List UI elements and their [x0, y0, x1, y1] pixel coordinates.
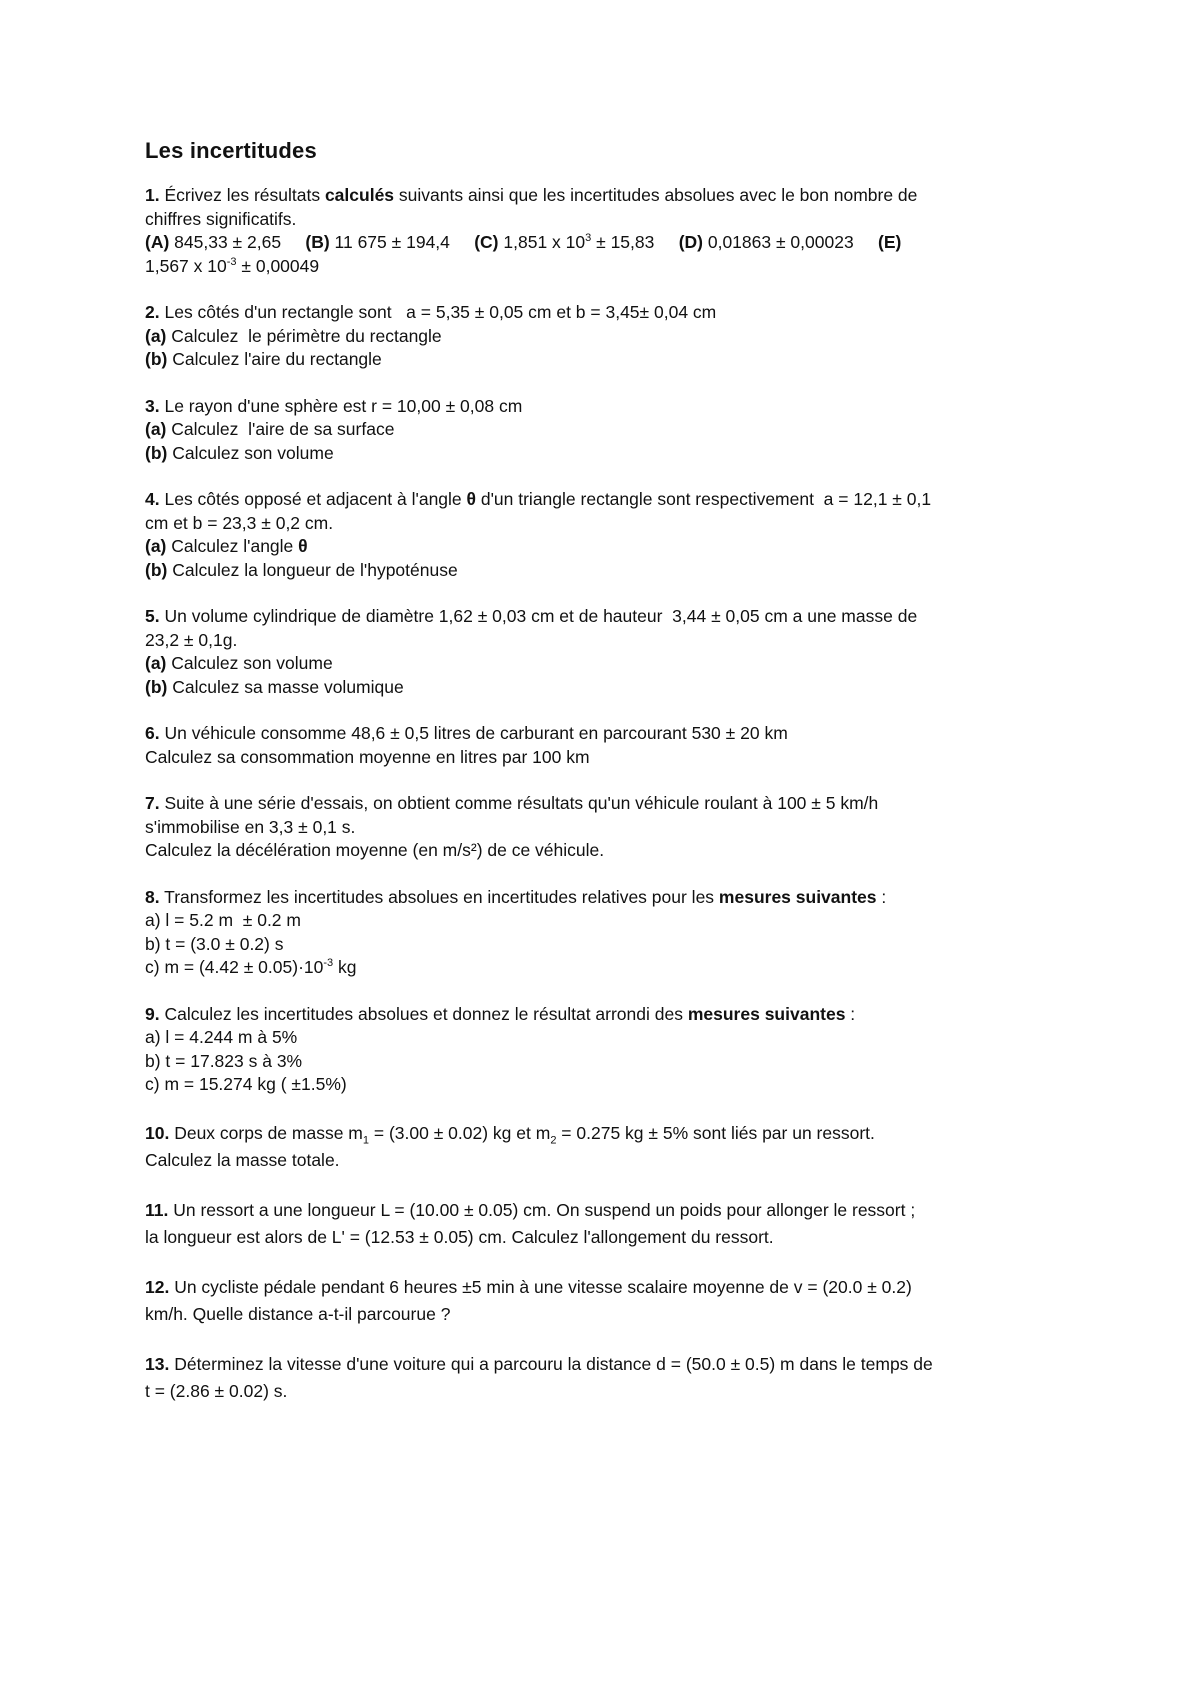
text-run: chiffres significatifs.: [145, 208, 297, 229]
exercise-line: [145, 535, 1075, 559]
exercise-6: [145, 722, 1075, 769]
text-run: :: [845, 1003, 856, 1024]
text-run: Le rayon d'une sphère est r = 10,00 ± 0,08 cm: [164, 395, 523, 416]
text-run: ± 15,83: [591, 232, 655, 252]
exercise-line: [145, 792, 1075, 816]
exercise-11: [145, 1197, 1075, 1251]
document-title: Les incertitudes: [145, 138, 317, 163]
text-run: ± 0,00049: [236, 255, 320, 276]
text-run: a) l = 5.2 m ± 0.2 m: [145, 910, 301, 930]
exercise-list: [145, 184, 1075, 1405]
exercise-9: [145, 1003, 1075, 1097]
text-run: Calculez sa consommation moyenne en litres par 100 km: [145, 746, 590, 767]
text-run: 1,567 x 10: [145, 255, 227, 276]
text-run: 0,01863 ± 0,00023: [702, 232, 854, 252]
text-run: Un ressort a une longueur L = (10.00 ± 0.05) cm. On suspend un poids pour allonger le ressort ;: [173, 1199, 916, 1220]
exercise-line: [145, 1120, 1075, 1147]
exercise-number: 12.: [145, 1276, 170, 1297]
exercise-line: [145, 231, 1075, 255]
exercise-line: [145, 255, 1075, 279]
exercise-line: [145, 488, 1075, 512]
exercise-line: [145, 184, 1075, 208]
exercise-line: [145, 909, 1075, 933]
text-run: Calculez la masse totale.: [145, 1149, 340, 1170]
exercise-line: [145, 956, 1075, 980]
text-run: b) t = 17.823 s à 3%: [145, 1050, 303, 1071]
bold-text: (b): [145, 349, 168, 369]
text-run: Calculez la longueur de l'hypoténuse: [167, 559, 458, 580]
exercise-5: [145, 605, 1075, 699]
bold-text: (a): [145, 419, 167, 439]
exercise-line: [145, 208, 1075, 232]
text-run: [281, 232, 305, 252]
exercise-8: [145, 886, 1075, 980]
text-run: Calculez sa masse volumique: [167, 676, 404, 697]
exercise-line: [145, 301, 1075, 325]
bold-text: (b): [145, 442, 168, 463]
exercise-2: [145, 301, 1075, 372]
text-run: [450, 232, 474, 252]
exercise-13: [145, 1351, 1075, 1405]
bold-text: (D): [678, 232, 703, 252]
text-run: a) l = 4.244 m à 5%: [145, 1027, 298, 1047]
exercise-line: [145, 1003, 1075, 1027]
exercise-line: [145, 676, 1075, 700]
exercise-number: 1.: [145, 185, 160, 205]
exercise-4: [145, 488, 1075, 582]
document-page: [145, 138, 1075, 1428]
exercise-line: [145, 605, 1075, 629]
superscript: -3: [323, 957, 334, 970]
text-run: 11 675 ± 194,4: [329, 232, 450, 252]
bold-text: mesures suivantes: [718, 886, 877, 907]
exercise-line: [145, 933, 1075, 957]
text-run: 23,2 ± 0,1g.: [145, 629, 238, 650]
exercise-line: [145, 1274, 1075, 1301]
text-run: = 0.275 kg ± 5% sont liés par un ressort.: [556, 1122, 875, 1143]
text-run: Un véhicule consomme 48,6 ± 0,5 litres de carburant en parcourant 530 ± 20 km: [164, 723, 788, 743]
text-run: Un cycliste pédale pendant 6 heures ±5 min à une vitesse scalaire moyenne de v = (20.0 ± 0.2): [174, 1276, 912, 1297]
exercise-1: [145, 184, 1075, 278]
text-run: :: [876, 886, 887, 907]
exercise-line: [145, 1301, 1075, 1328]
text-run: 845,33 ± 2,65: [169, 232, 282, 252]
bold-text: (E): [878, 232, 902, 252]
exercise-number: 9.: [145, 1003, 160, 1024]
bold-text: (a): [145, 536, 167, 556]
exercise-line: [145, 839, 1075, 863]
text-run: Les côtés opposé et adjacent à l'angle: [164, 489, 467, 509]
text-run: [654, 232, 678, 252]
text-run: la longueur est alors de L' = (12.53 ± 0.05) cm. Calculez l'allongement du ressort.: [145, 1226, 774, 1247]
text-run: Calculez les incertitudes absolues et donnez le résultat arrondi des: [164, 1003, 688, 1024]
exercise-line: [145, 348, 1075, 372]
exercise-line: [145, 722, 1075, 746]
text-run: c) m = (4.42 ± 0.05)·10: [145, 957, 324, 977]
text-run: c) m = 15.274 kg ( ±1.5%): [145, 1074, 347, 1094]
text-run: Calculez son volume: [167, 442, 334, 463]
text-run: s'immobilise en 3,3 ± 0,1 s.: [145, 816, 356, 837]
bold-text: (B): [305, 232, 330, 252]
exercise-line: [145, 1147, 1075, 1174]
text-run: suivants ainsi que les incertitudes absolues avec le bon nombre de: [394, 185, 918, 205]
exercise-line: [145, 746, 1075, 770]
exercise-10: [145, 1120, 1075, 1174]
exercise-line: [145, 418, 1075, 442]
exercise-line: [145, 652, 1075, 676]
exercise-number: 6.: [145, 723, 160, 743]
exercise-line: [145, 512, 1075, 536]
bold-text: (A): [145, 232, 170, 252]
exercise-line: [145, 816, 1075, 840]
exercise-3: [145, 395, 1075, 466]
text-run: 1,851 x 10: [498, 232, 586, 252]
exercise-line: [145, 325, 1075, 349]
text-run: = (3.00 ± 0.02) kg et m: [369, 1122, 551, 1143]
text-run: b) t = (3.0 ± 0.2) s: [145, 933, 284, 954]
text-run: t = (2.86 ± 0.02) s.: [145, 1380, 288, 1401]
text-run: kg: [333, 957, 357, 977]
text-run: Calculez le périmètre du rectangle: [166, 325, 442, 346]
bold-text: (C): [474, 232, 499, 252]
exercise-line: [145, 442, 1075, 466]
text-run: Calculez l'aire de sa surface: [166, 419, 395, 439]
exercise-line: [145, 629, 1075, 653]
exercise-line: [145, 1224, 1075, 1251]
text-run: [854, 232, 878, 252]
superscript: 3: [585, 232, 592, 245]
exercise-line: [145, 1073, 1075, 1097]
text-run: Déterminez la vitesse d'une voiture qui a parcouru la distance d = (50.0 ± 0.5) m dans le temps de: [174, 1353, 933, 1374]
text-run: Un volume cylindrique de diamètre 1,62 ± 0,03 cm et de hauteur 3,44 ± 0,05 cm a une masse de: [164, 606, 918, 626]
bold-text: (b): [145, 559, 168, 580]
bold-text: θ: [466, 489, 476, 509]
text-run: Calculez son volume: [166, 653, 333, 673]
bold-text: calculés: [324, 185, 395, 205]
exercise-line: [145, 559, 1075, 583]
exercise-number: 5.: [145, 606, 160, 626]
exercise-number: 8.: [145, 886, 160, 907]
exercise-line: [145, 1197, 1075, 1224]
bold-text: (a): [145, 325, 167, 346]
exercise-number: 10.: [145, 1122, 170, 1143]
bold-text: θ: [298, 536, 308, 556]
exercise-line: [145, 1026, 1075, 1050]
exercise-line: [145, 1378, 1075, 1405]
text-run: km/h. Quelle distance a-t-il parcourue ?: [145, 1303, 451, 1324]
text-run: Transformez les incertitudes absolues en incertitudes relatives pour les: [164, 886, 719, 907]
bold-text: (b): [145, 676, 168, 697]
text-run: Calculez la décélération moyenne (en m/s²) de ce véhicule.: [145, 840, 605, 860]
text-run: Suite à une série d'essais, on obtient comme résultats qu'un véhicule roulant à 100 ± 5 km/h: [164, 793, 879, 813]
text-run: Deux corps de masse m: [174, 1122, 363, 1143]
text-run: Écrivez les résultats: [164, 185, 325, 205]
exercise-line: [145, 1351, 1075, 1378]
exercise-line: [145, 1050, 1075, 1074]
text-run: Calculez l'aire du rectangle: [167, 349, 382, 369]
text-run: Calculez l'angle: [166, 536, 299, 556]
exercise-number: 3.: [145, 395, 160, 416]
text-run: d'un triangle rectangle sont respectivement a = 12,1 ± 0,1: [475, 489, 932, 509]
exercise-number: 11.: [145, 1199, 169, 1220]
superscript: -3: [226, 255, 237, 268]
exercise-number: 7.: [145, 793, 160, 813]
text-run: cm et b = 23,3 ± 0,2 cm.: [145, 512, 334, 533]
subscript: 2: [550, 1134, 557, 1146]
exercise-7: [145, 792, 1075, 863]
exercise-line: [145, 886, 1075, 910]
exercise-number: 13.: [145, 1353, 170, 1374]
exercise-number: 4.: [145, 489, 160, 509]
exercise-12: [145, 1274, 1075, 1328]
exercise-line: [145, 395, 1075, 419]
bold-text: (a): [145, 653, 167, 673]
exercise-number: 2.: [145, 302, 160, 322]
subscript: 1: [362, 1134, 370, 1146]
bold-text: mesures suivantes: [687, 1003, 846, 1024]
text-run: Les côtés d'un rectangle sont a = 5,35 ± 0,05 cm et b = 3,45± 0,04 cm: [164, 302, 717, 322]
